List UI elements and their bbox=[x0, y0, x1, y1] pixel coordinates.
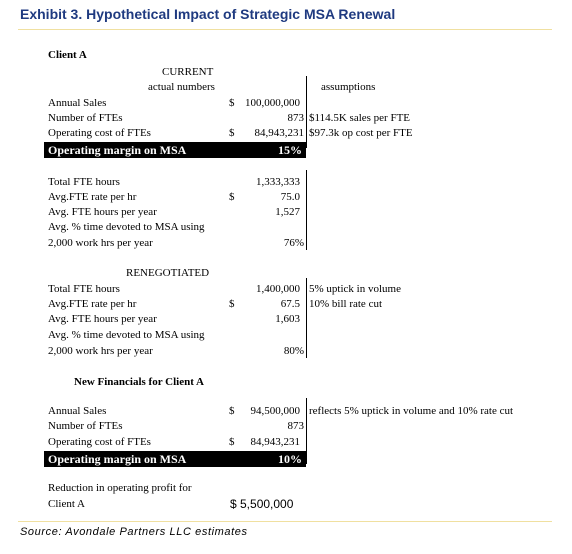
total-hours-label: Total FTE hours bbox=[48, 176, 120, 188]
reneg-rate-value: 67.5 bbox=[280, 298, 300, 310]
ftes-value: 873 bbox=[287, 112, 304, 124]
new-annual-sales-currency: $ bbox=[229, 405, 235, 417]
current-margin-bar bbox=[44, 142, 306, 158]
current-margin-label: Operating margin on MSA bbox=[48, 143, 187, 157]
rate-currency: $ bbox=[229, 191, 235, 203]
current-subheading: actual numbers bbox=[148, 81, 215, 93]
current-divider-line bbox=[306, 76, 307, 148]
reneg-total-hours-note: 5% uptick in volume bbox=[309, 283, 401, 295]
assumptions-header: assumptions bbox=[321, 81, 376, 93]
opcost-value: 84,943,231 bbox=[254, 127, 304, 139]
pct-value: 76% bbox=[283, 237, 304, 249]
reneg-rate-currency: $ bbox=[229, 298, 235, 310]
bottom-rule bbox=[18, 521, 552, 522]
reduction-label-line1: Reduction in operating profit for bbox=[48, 482, 192, 494]
renegotiated-heading: RENEGOTIATED bbox=[126, 267, 210, 279]
current-ops-divider-line bbox=[306, 170, 307, 250]
new-margin-value: 10% bbox=[278, 452, 302, 466]
pct-label-line2: 2,000 work hrs per year bbox=[48, 237, 153, 249]
reduction-value: $ 5,500,000 bbox=[230, 497, 294, 511]
exhibit-title: Exhibit 3. Hypothetical Impact of Strategic MSA Renewal bbox=[20, 6, 396, 22]
annual-sales-value: 100,000,000 bbox=[245, 97, 300, 109]
ftes-note: $114.5K sales per FTE bbox=[309, 112, 411, 124]
new-ftes-label: Number of FTEs bbox=[48, 420, 123, 432]
new-annual-sales-label: Annual Sales bbox=[48, 405, 107, 417]
new-annual-sales-value: 94,500,000 bbox=[250, 405, 300, 417]
hours-year-label: Avg. FTE hours per year bbox=[48, 206, 157, 218]
client-label: Client A bbox=[48, 49, 87, 61]
current-heading: CURRENT bbox=[162, 66, 214, 78]
new-opcost-value: 84,943,231 bbox=[250, 436, 300, 448]
reneg-rate-label: Avg.FTE rate per hr bbox=[48, 298, 137, 310]
annual-sales-label: Annual Sales bbox=[48, 97, 107, 109]
new-annual-sales-note: reflects 5% uptick in volume and 10% rate cut bbox=[309, 405, 514, 417]
total-hours-value: 1,333,333 bbox=[256, 176, 300, 188]
new-ftes-value: 873 bbox=[287, 420, 304, 432]
rate-value: 75.0 bbox=[280, 191, 300, 203]
new-opcost-currency: $ bbox=[229, 436, 235, 448]
new-opcost-label: Operating cost of FTEs bbox=[48, 436, 151, 448]
new-margin-label: Operating margin on MSA bbox=[48, 452, 187, 466]
reneg-pct-value: 80% bbox=[283, 345, 304, 357]
reduction-label-line2: Client A bbox=[48, 498, 85, 510]
source-note: Source: Avondale Partners LLC estimates bbox=[20, 526, 248, 538]
rate-label: Avg.FTE rate per hr bbox=[48, 191, 137, 203]
opcost-label: Operating cost of FTEs bbox=[48, 127, 151, 139]
pct-label-line1: Avg. % time devoted to MSA using bbox=[48, 221, 205, 233]
opcost-note: $97.3k op cost per FTE bbox=[309, 127, 413, 139]
reneg-hours-year-value: 1,603 bbox=[275, 313, 300, 325]
reneg-rate-note: 10% bill rate cut bbox=[309, 298, 383, 310]
reneg-pct-label-line1: Avg. % time devoted to MSA using bbox=[48, 329, 205, 341]
opcost-currency: $ bbox=[229, 127, 235, 139]
top-rule bbox=[18, 29, 552, 30]
reneg-total-hours-value: 1,400,000 bbox=[256, 283, 300, 295]
ftes-label: Number of FTEs bbox=[48, 112, 123, 124]
current-margin-value: 15% bbox=[278, 143, 302, 157]
hours-year-value: 1,527 bbox=[275, 206, 300, 218]
new-financials-heading: New Financials for Client A bbox=[74, 376, 204, 388]
reneg-pct-label-line2: 2,000 work hrs per year bbox=[48, 345, 153, 357]
renegotiated-divider-line bbox=[306, 278, 307, 358]
new-financials-divider-line bbox=[306, 398, 307, 464]
annual-sales-currency: $ bbox=[229, 97, 235, 109]
reneg-hours-year-label: Avg. FTE hours per year bbox=[48, 313, 157, 325]
reneg-total-hours-label: Total FTE hours bbox=[48, 283, 120, 295]
new-margin-bar bbox=[44, 451, 306, 467]
